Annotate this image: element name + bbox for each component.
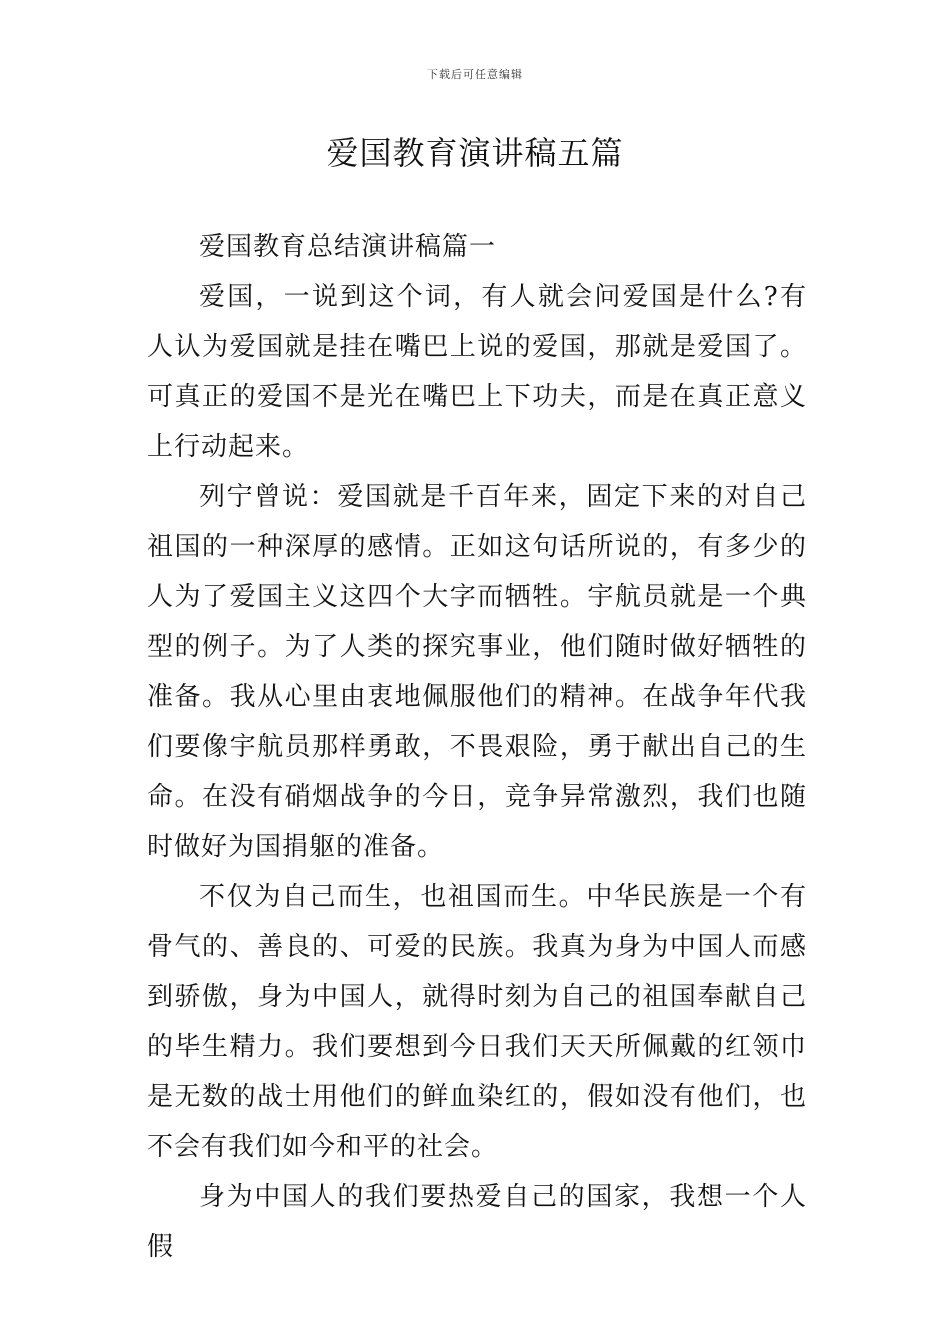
header-note: 下载后可任意编辑 (427, 68, 523, 81)
paragraph: 爱国，一说到这个词，有人就会问爱国是什么?有人认为爱国就是挂在嘴巴上说的爱国，那就是爱国了。可真正的爱国不是光在嘴巴上下功夫，而是在真正意义上行动起来。 (147, 282, 807, 462)
paragraph: 不仅为自己而生，也祖国而生。中华民族是一个有骨气的、善良的、可爱的民族。我真为身为中国人而感到骄傲，身为中国人，就得时刻为自己的祖国奉献自己的毕生精力。我们要想到今日我们天天所佩戴的红领巾是无数的战士用他们的鲜血染红的，假如没有他们，也不会有我们如今和平的社会。 (147, 882, 807, 1162)
paragraph: 列宁曾说：爱国就是千百年来，固定下来的对自己祖国的一种深厚的感情。正如这句话所说的，有多少的人为了爱国主义这四个大字而牺牲。宇航员就是一个典型的例子。为了人类的探究事业，他们随时做好牺牲的准备。我从心里由衷地佩服他们的精神。在战争年代我们要像宇航员那样勇敢，不畏艰险，勇于献出自己的生命。在没有硝烟战争的今日，竞争异常激烈，我们也随时做好为国捐躯的准备。 (147, 482, 807, 862)
document-body (147, 222, 807, 1272)
document-title: 爱国教育演讲稿五篇 (326, 134, 624, 172)
section-heading: 爱国教育总结演讲稿篇一 (199, 232, 497, 262)
paragraph: 身为中国人的我们要热爱自己的国家，我想一个人假 (147, 1182, 807, 1262)
